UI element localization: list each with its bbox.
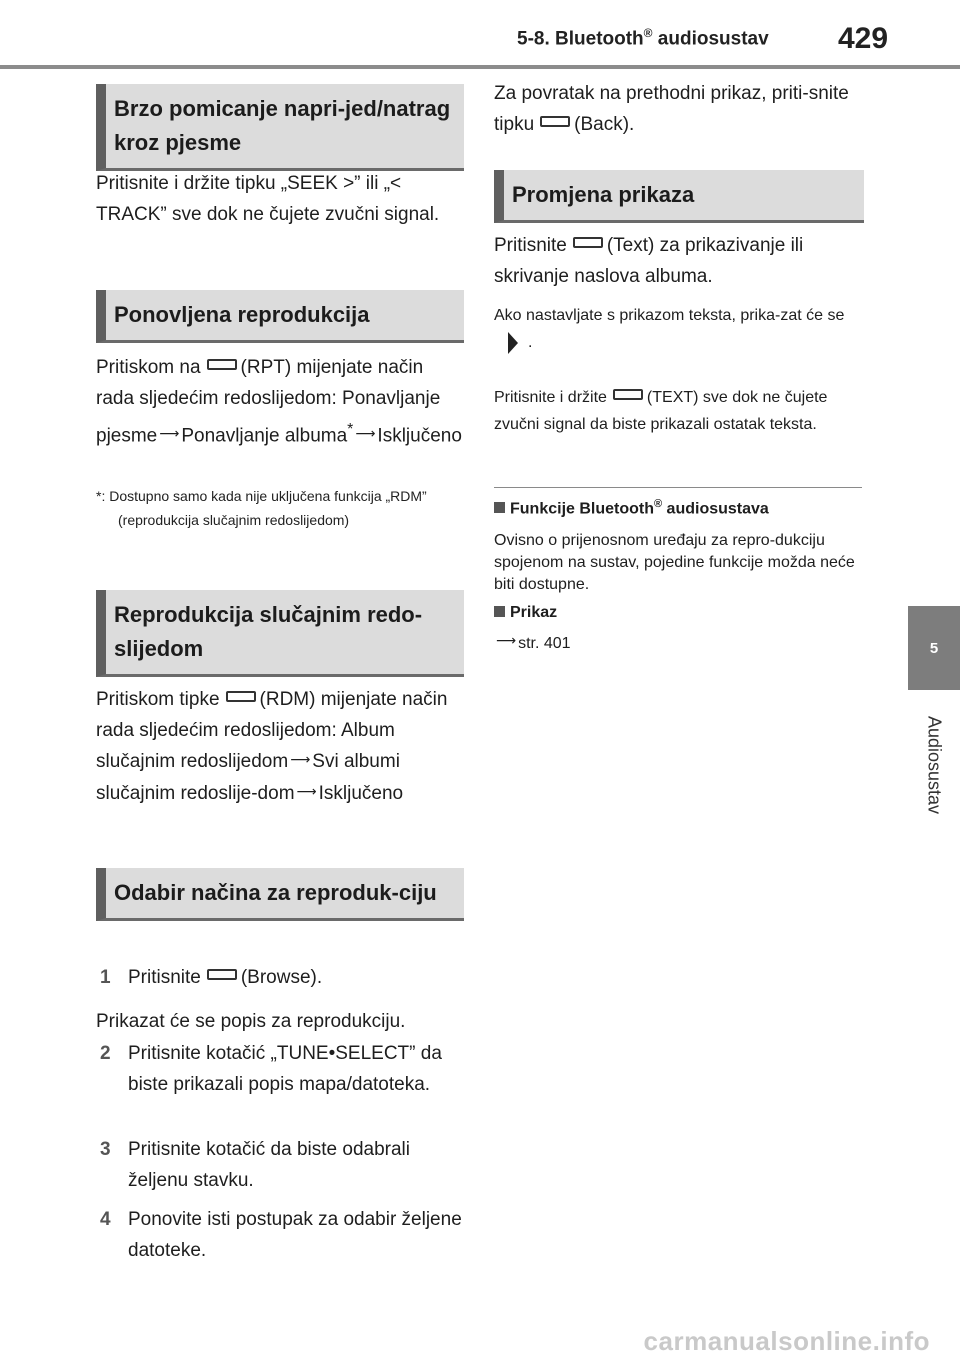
step-4: 4 Ponovite isti postupak za odabir željene datoteke.: [100, 1209, 462, 1261]
display-note: Ako nastavljate s prikazom teksta, prika-zat će se.: [494, 302, 864, 356]
rdm-button-icon: [226, 691, 256, 702]
random-paragraph: Pritiskom tipke (RDM) mijenjate način rada sljedećim redoslijedom: Album slučajnim redoslijedom ⟶ Svi albumi slučajnim redoslije-dom ⟶ Isključeno: [96, 684, 464, 810]
back-paragraph: Za povratak na prethodni prikaz, priti-snite tipku (Back).: [494, 83, 849, 135]
arrow-icon: ⟶: [296, 783, 317, 799]
running-header: 5-8. Bluetooth® audiosustav: [517, 26, 769, 50]
bluetooth-functions-text: Ovisno o prijenosnom uređaju za repro-dukciju spojenom na sustav, pojedine funkcije možda neće biti dostupne.: [494, 532, 855, 593]
square-bullet-icon: [494, 606, 505, 617]
repeat-paragraph: Pritiskom na (RPT) mijenjate način rada sljedećim redoslijedom: Ponavljanje pjesme ⟶ Ponavljanje albuma* ⟶ Isključeno: [96, 352, 464, 452]
display-paragraph: Pritisnite (Text) za prikazivanje ili skrivanje naslova albuma.: [494, 235, 804, 287]
repeat-footnote: *: Dostupno samo kada nije uključena funkcija „RDM” (reprodukcija slučajnim redoslijedom): [96, 488, 427, 528]
section-heading-repeat: Ponovljena reprodukcija: [96, 290, 464, 343]
arrow-icon: ⟶: [290, 751, 311, 767]
subheading-display: Prikaz: [494, 604, 864, 622]
subheading-bluetooth-functions: Funkcije Bluetooth® audiosustava: [494, 498, 864, 518]
text-button-icon: [573, 237, 603, 248]
text-button-icon: [613, 389, 643, 400]
display-note-2: Pritisnite i držite (TEXT) sve dok ne čujete zvučni signal da biste prikazali ostatak teksta.: [494, 389, 828, 433]
chapter-label: Audiosustav: [924, 715, 945, 815]
continue-text-icon: [508, 332, 518, 354]
arrow-icon: ⟶: [496, 632, 517, 648]
back-button-icon: [540, 116, 570, 127]
section-heading-random: Reprodukcija slučajnim redo-slijedom: [96, 590, 464, 677]
arrow-icon: ⟶: [355, 425, 376, 442]
step-3: 3 Pritisnite kotačić da biste odabrali željenu stavku.: [100, 1139, 410, 1191]
square-bullet-icon: [494, 502, 505, 513]
rpt-button-icon: [207, 359, 237, 370]
watermark: carmanualsonline.info: [643, 1326, 930, 1356]
arrow-icon: ⟶: [159, 425, 180, 442]
section-heading-display: Promjena prikaza: [494, 170, 864, 223]
seek-paragraph: Pritisnite i držite tipku „SEEK >” ili „< TRACK” sve dok ne čujete zvučni signal.: [96, 173, 440, 225]
section-heading-browse: Odabir načina za reproduk-ciju: [96, 868, 464, 921]
step-2: 2 Pritisnite kotačić „TUNE•SELECT” da biste prikazali popis mapa/datoteka.: [100, 1043, 442, 1095]
page-reference-link[interactable]: ⟶ str. 401: [494, 632, 864, 655]
chapter-tab: 5: [908, 606, 960, 690]
section-heading-seek: Brzo pomicanje napri-jed/natrag kroz pjesme: [96, 84, 464, 171]
browse-button-icon: [207, 969, 237, 980]
section-divider: [494, 487, 862, 488]
header-divider: [0, 65, 960, 69]
step-1: 1 Pritisnite (Browse).: [100, 967, 323, 988]
step-1-note: Prikazat će se popis za reprodukciju.: [96, 1011, 406, 1032]
page-number: 429: [838, 22, 889, 55]
